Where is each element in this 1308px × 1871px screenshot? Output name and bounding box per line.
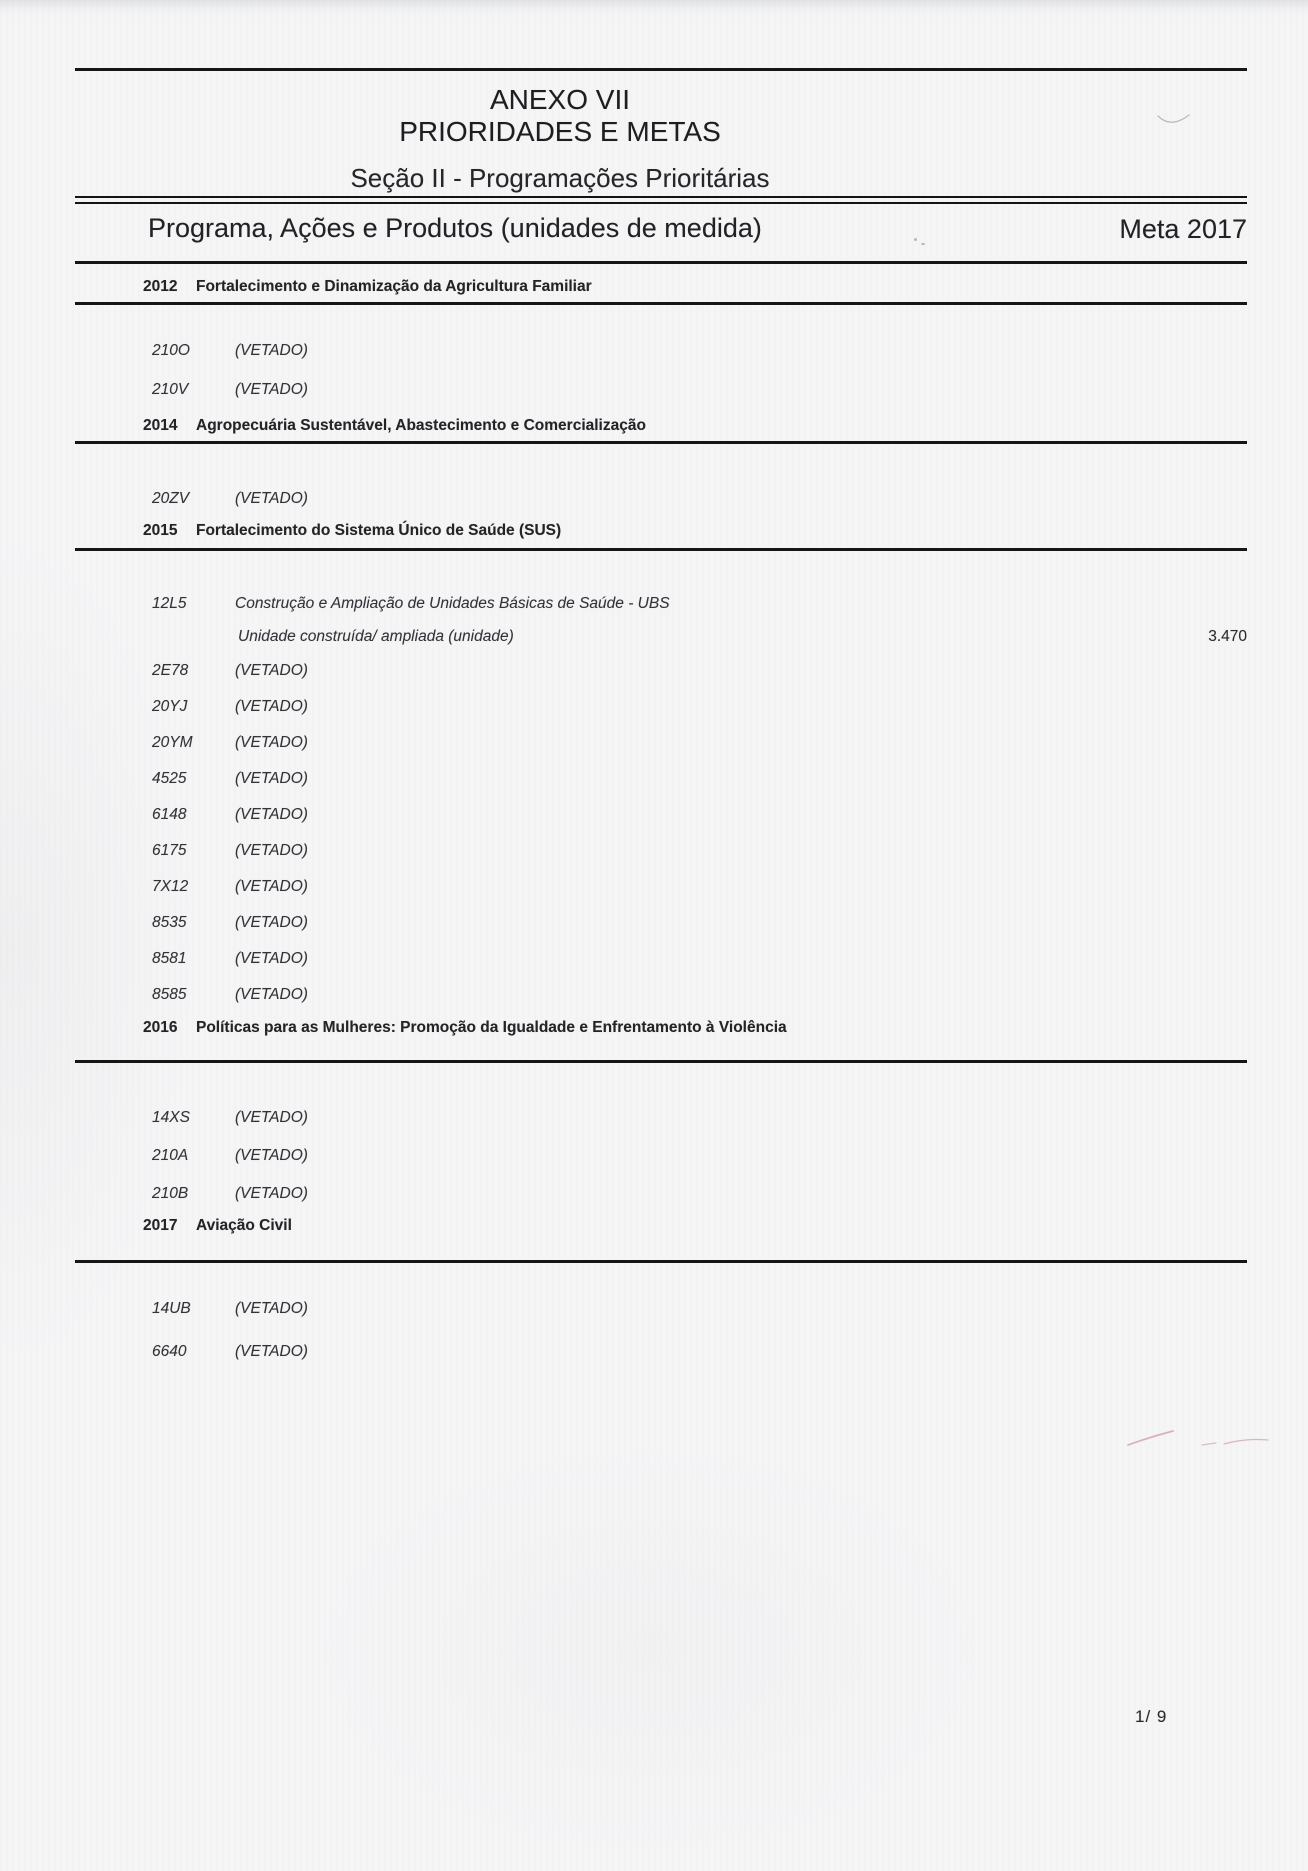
action-row xyxy=(75,661,1247,680)
action-description: (VETADO) xyxy=(235,381,308,398)
program-section xyxy=(75,1216,1247,1361)
action-description: (VETADO) xyxy=(235,950,308,967)
program-rule xyxy=(75,548,1247,551)
action-row xyxy=(75,913,1247,932)
action-row xyxy=(75,949,1247,968)
program-title: Aviação Civil xyxy=(196,1217,292,1234)
program-title: Agropecuária Sustentável, Abastecimento e Comercialização xyxy=(196,417,646,434)
action-code: 210A xyxy=(152,1147,189,1164)
action-code: 20YM xyxy=(152,734,193,751)
section-double-rule xyxy=(75,196,1247,204)
action-code: 20ZV xyxy=(152,490,190,507)
product-description: Unidade construída/ ampliada (unidade) xyxy=(238,628,514,645)
program-section xyxy=(75,521,1247,1004)
section-title: Seção II - Programações Prioritárias xyxy=(350,163,770,193)
scan-speck xyxy=(921,243,925,245)
document-header xyxy=(0,84,1120,148)
action-row xyxy=(75,1108,1247,1127)
program-actions xyxy=(75,341,1247,399)
action-row xyxy=(75,805,1247,824)
action-description: (VETADO) xyxy=(235,842,308,859)
action-row xyxy=(75,985,1247,1004)
action-code: 8585 xyxy=(152,986,187,1003)
programs-table xyxy=(75,264,1247,1361)
product-row xyxy=(75,627,1247,646)
column-header-programs: Programa, Ações e Produtos (unidades de medida) xyxy=(148,213,762,243)
action-row xyxy=(75,1299,1247,1318)
action-row xyxy=(75,841,1247,860)
action-description: (VETADO) xyxy=(235,734,308,751)
program-section xyxy=(75,416,1247,508)
program-rule xyxy=(75,441,1247,444)
program-rule xyxy=(75,302,1247,305)
action-description: (VETADO) xyxy=(235,770,308,787)
action-code: 7X12 xyxy=(152,878,189,895)
action-row xyxy=(75,769,1247,788)
program-code: 2012 xyxy=(143,278,178,295)
column-header-meta: Meta 2017 xyxy=(1119,214,1247,244)
program-title: Fortalecimento e Dinamização da Agricultura Familiar xyxy=(196,278,592,295)
action-code: 14UB xyxy=(152,1300,191,1317)
action-description: (VETADO) xyxy=(235,1185,308,1202)
action-row xyxy=(75,1184,1247,1203)
action-row xyxy=(75,733,1247,752)
program-code: 2015 xyxy=(143,522,178,539)
action-row xyxy=(75,697,1247,716)
program-rule xyxy=(75,1060,1247,1063)
action-code: 12L5 xyxy=(152,595,187,612)
program-title: Fortalecimento do Sistema Único de Saúde (SUS) xyxy=(196,522,562,539)
action-code: 210B xyxy=(152,1185,189,1202)
action-description: (VETADO) xyxy=(235,698,308,715)
action-row xyxy=(75,1342,1247,1361)
action-row xyxy=(75,380,1247,399)
action-description: (VETADO) xyxy=(235,806,308,823)
action-code: 14XS xyxy=(152,1109,190,1126)
program-code: 2017 xyxy=(143,1217,178,1234)
action-code: 20YJ xyxy=(152,698,188,715)
action-row xyxy=(75,489,1247,508)
action-code: 8535 xyxy=(152,914,187,931)
annex-title: ANEXO VII xyxy=(489,84,631,115)
action-description: (VETADO) xyxy=(235,490,308,507)
scan-curve-artifact xyxy=(1155,112,1195,134)
top-rule xyxy=(75,68,1247,71)
action-description: (VETADO) xyxy=(235,342,308,359)
program-row xyxy=(75,1216,1247,1235)
program-actions xyxy=(75,594,1247,1004)
program-rule xyxy=(75,1260,1247,1263)
program-code: 2014 xyxy=(143,417,178,434)
action-row xyxy=(75,341,1247,360)
program-row xyxy=(75,521,1247,540)
action-description: (VETADO) xyxy=(235,1300,308,1317)
program-section xyxy=(75,1018,1247,1203)
program-title: Políticas para as Mulheres: Promoção da Igualdade e Enfrentamento à Violência xyxy=(196,1019,787,1036)
meta-value: 3.470 xyxy=(1208,628,1247,645)
action-description: (VETADO) xyxy=(235,662,308,679)
program-row xyxy=(75,416,1247,435)
program-row xyxy=(75,277,1247,296)
action-code: 210V xyxy=(152,381,189,398)
action-description: (VETADO) xyxy=(235,1109,308,1126)
action-code: 2E78 xyxy=(152,662,189,679)
action-code: 6148 xyxy=(152,806,187,823)
action-code: 4525 xyxy=(152,770,187,787)
page-number: 1/ 9 xyxy=(1135,1707,1168,1726)
program-actions xyxy=(75,1108,1247,1203)
action-description: (VETADO) xyxy=(235,914,308,931)
action-description: (VETADO) xyxy=(235,1343,308,1360)
action-description: (VETADO) xyxy=(235,986,308,1003)
action-row xyxy=(75,594,1247,613)
action-code: 6640 xyxy=(152,1343,187,1360)
program-code: 2016 xyxy=(143,1019,178,1036)
action-description: Construção e Ampliação de Unidades Básicas de Saúde - UBS xyxy=(235,595,670,612)
action-description: (VETADO) xyxy=(235,878,308,895)
program-actions xyxy=(75,1299,1247,1361)
action-code: 6175 xyxy=(152,842,187,859)
scan-speck xyxy=(914,238,917,241)
action-row xyxy=(75,877,1247,896)
action-description: (VETADO) xyxy=(235,1147,308,1164)
action-code: 8581 xyxy=(152,950,187,967)
action-row xyxy=(75,1146,1247,1165)
program-actions xyxy=(75,489,1247,508)
program-row xyxy=(75,1018,1247,1037)
program-section xyxy=(75,277,1247,399)
pencil-squiggle-annotation xyxy=(1095,1415,1285,1460)
annex-subtitle: PRIORIDADES E METAS xyxy=(399,116,721,147)
action-code: 210O xyxy=(152,342,190,359)
